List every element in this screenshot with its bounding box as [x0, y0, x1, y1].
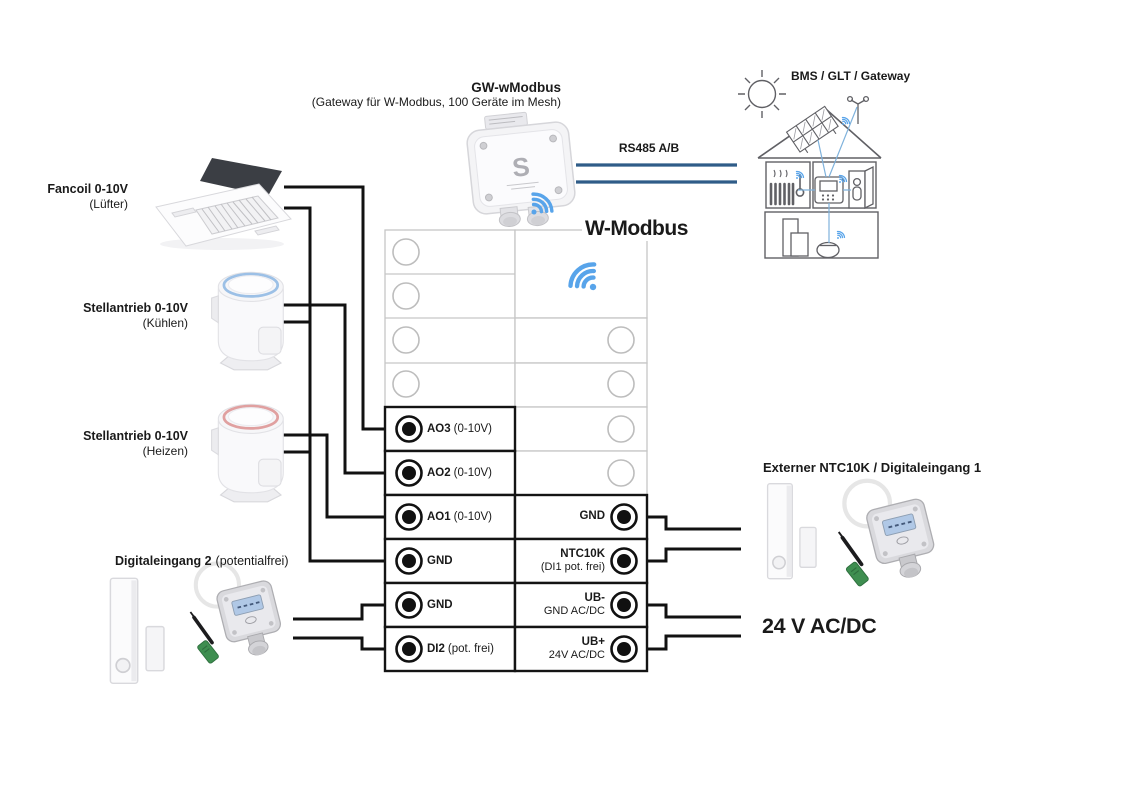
- power-supply-label: 24 V AC/DC: [762, 614, 877, 638]
- thermostat-panel-icon: [815, 177, 843, 203]
- terminal-gnd-right-label: GND: [579, 510, 605, 522]
- bms-house-illustration: [738, 70, 881, 258]
- gateway-logo: S: [510, 151, 532, 183]
- sun-icon: [738, 70, 786, 118]
- room-sensor-icon: [817, 243, 839, 258]
- gateway-name: GW-wModbus: [471, 80, 561, 95]
- actuator-heating-title: Stellantrieb 0-10V: [83, 429, 188, 443]
- actuator-cooling-subtitle: (Kühlen): [142, 316, 188, 330]
- terminal-gnd2-label: GND: [427, 599, 453, 611]
- door-contact-left: [110, 578, 164, 683]
- terminal-di2-label: DI2 (pot. frei): [427, 643, 494, 655]
- actuator-cooling-title: Stellantrieb 0-10V: [83, 301, 188, 315]
- digital-input-2-label: [115, 554, 289, 568]
- fancoil-subtitle: (Lüfter): [89, 197, 128, 211]
- person-at-door-icon: [849, 167, 873, 208]
- actuator-heating-label: [38, 429, 188, 459]
- actuator-heating-subtitle: (Heizen): [142, 444, 188, 458]
- sensor-device-right: [839, 481, 941, 587]
- rs485-bus-lines: [576, 165, 737, 182]
- gateway-title-block: [260, 80, 561, 110]
- fancoil-device: [156, 158, 291, 250]
- sensor-device-left: [190, 563, 286, 664]
- gateway-description: (Gateway für W-Modbus, 100 Geräte im Mesh): [311, 95, 561, 109]
- gateway-device: [465, 108, 578, 232]
- terminal-ntc10k-label: NTC10K (DI1 pot. frei): [540, 548, 605, 573]
- terminal-ao2-label: AO2 (0-10V): [427, 467, 493, 479]
- actuator-cooling: [212, 272, 284, 369]
- door-contact-right: [768, 484, 816, 579]
- digital-input-2-title: Digitaleingang 2: [115, 554, 212, 568]
- terminal-gnd1-label: GND: [427, 555, 453, 567]
- actuator-cooling-label: [38, 301, 188, 331]
- terminal-ub-plus-label: UB+ 24V AC/DC: [548, 636, 605, 661]
- bms-label: BMS / GLT / Gateway: [791, 69, 911, 83]
- fancoil-title: Fancoil 0-10V: [47, 182, 128, 196]
- wind-sensor-icon: [848, 97, 869, 124]
- terminal-ao3-label: AO3 (0-10V): [427, 423, 493, 435]
- digital-input-2-subtitle: (potentialfrei): [215, 554, 289, 568]
- external-ntc-label: Externer NTC10K / Digitaleingang 1: [763, 460, 982, 475]
- terminal-ub-minus-label: UB- GND AC/DC: [543, 592, 605, 617]
- fancoil-label: [18, 182, 128, 212]
- actuator-heating: [212, 404, 284, 501]
- solar-panel-icon: [787, 106, 841, 156]
- wmodbus-label: W-Modbus: [582, 217, 691, 241]
- terminal-ao1-label: AO1 (0-10V): [427, 511, 493, 523]
- rs485-label: RS485 A/B: [618, 141, 680, 155]
- terminal-block: [385, 230, 647, 671]
